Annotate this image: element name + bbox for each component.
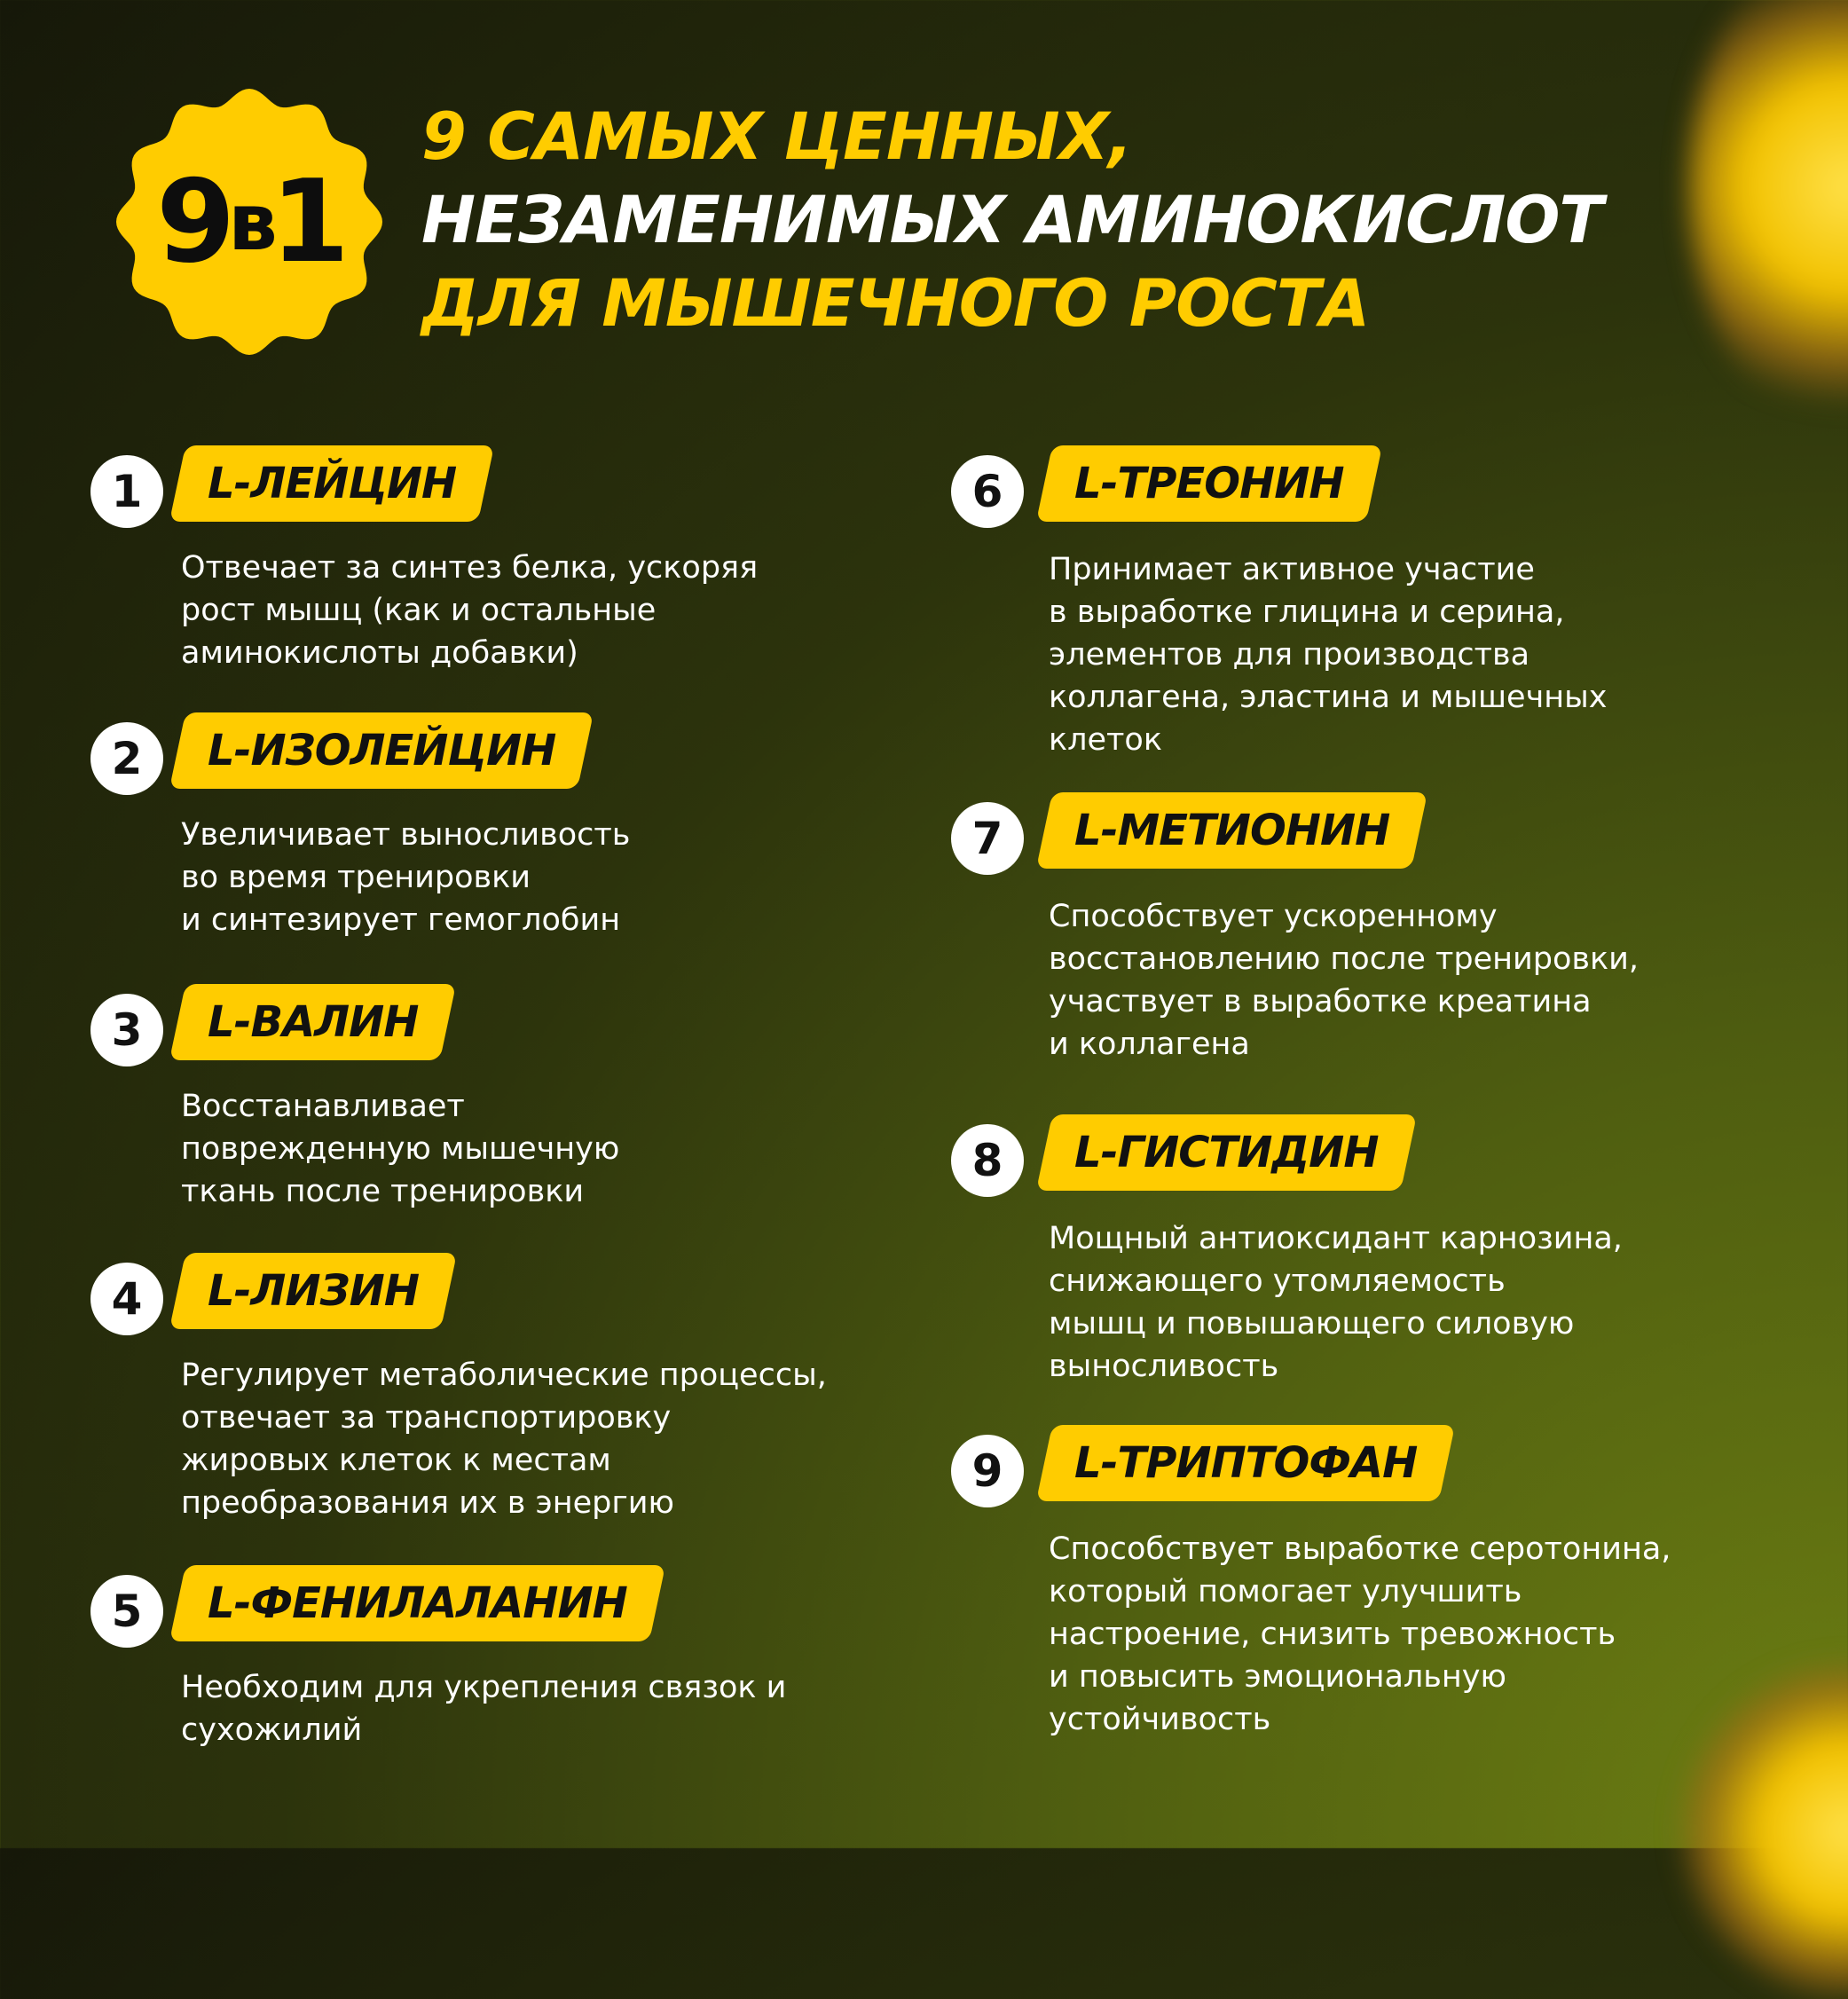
item-name: L-МЕТИОНИН — [1074, 806, 1390, 855]
item-description — [181, 1085, 962, 1213]
headline-line-3: ДЛЯ МЫШЕЧНОГО РОСТА — [421, 266, 1370, 342]
item-name-pill — [1036, 1114, 1417, 1191]
item-name-pill — [169, 984, 457, 1060]
item-name: L-ТРЕОНИН — [1074, 459, 1344, 508]
item-number: 9 — [951, 1435, 1024, 1507]
item-number: 1 — [90, 455, 163, 528]
item-number: 6 — [951, 455, 1024, 528]
item-name: L-ЛИЗИН — [208, 1266, 419, 1316]
desc-line: и повысить эмоциональную — [1049, 1659, 1506, 1695]
item-description — [181, 814, 962, 941]
desc-line: Увеличивает выносливость — [181, 817, 631, 853]
item-name: L-ФЕНИЛАЛАНИН — [208, 1578, 627, 1628]
desc-line: преобразования их в энергию — [181, 1485, 674, 1521]
desc-line: рост мышц (как и остальные — [181, 593, 657, 628]
item-name: L-ГИСТИДИН — [1074, 1128, 1379, 1177]
badge-digit-9: 9 — [156, 155, 229, 288]
item-name-pill — [1036, 445, 1382, 522]
item-name-pill — [1036, 1425, 1456, 1501]
desc-line: участвует в выработке креатина — [1049, 984, 1592, 1019]
desc-line: выносливость — [1049, 1349, 1279, 1384]
item-description — [181, 547, 962, 674]
desc-line: который помогает улучшить — [1049, 1574, 1522, 1609]
item-number: 2 — [90, 722, 163, 795]
item-name: L-ТРИПТОФАН — [1074, 1438, 1418, 1488]
item-number: 5 — [90, 1575, 163, 1648]
desc-line: во время тренировки — [181, 860, 531, 895]
item-name: L-ВАЛИН — [208, 997, 419, 1047]
item-name-pill — [169, 712, 594, 789]
desc-line: ткань после тренировки — [181, 1174, 585, 1209]
desc-line: Восстанавливает — [181, 1089, 465, 1124]
item-description — [181, 1666, 962, 1751]
desc-line: отвечает за транспортировку — [181, 1400, 672, 1436]
badge-letter-v: в — [228, 176, 271, 268]
desc-line: Необходим для укрепления связок и — [181, 1670, 787, 1705]
item-description — [1049, 895, 1829, 1066]
desc-line: Принимает активное участие — [1049, 552, 1535, 587]
desc-line: Мощный антиоксидант карнозина, — [1049, 1221, 1623, 1256]
item-name-pill — [169, 445, 494, 522]
item-number: 7 — [951, 802, 1024, 875]
9-in-1-badge — [112, 84, 387, 359]
desc-line: жировых клеток к местам — [181, 1443, 611, 1478]
desc-line: восстановлению после тренировки, — [1049, 941, 1640, 977]
headline — [421, 96, 1602, 346]
desc-line: коллагена, эластина и мышечных — [1049, 680, 1608, 715]
item-name-pill — [1036, 792, 1428, 869]
item-number: 4 — [90, 1263, 163, 1335]
desc-line: Отвечает за синтез белка, ускоряя — [181, 550, 759, 586]
item-description — [1049, 1528, 1829, 1741]
headline-line-2: НЕЗАМЕНИМЫХ АМИНОКИСЛОТ — [421, 183, 1603, 258]
item-name-pill — [169, 1253, 457, 1329]
desc-line: аминокислоты добавки) — [181, 635, 578, 671]
desc-line: Способствует выработке серотонина, — [1049, 1531, 1671, 1567]
desc-line: Способствует ускоренному — [1049, 899, 1498, 934]
item-description — [1049, 548, 1829, 761]
item-number: 3 — [90, 994, 163, 1066]
desc-line: Регулирует метаболические процессы, — [181, 1358, 827, 1393]
badge-digit-1: 1 — [270, 155, 342, 288]
desc-line: мышц и повышающего силовую — [1049, 1306, 1575, 1342]
item-name-pill — [169, 1565, 665, 1641]
decorative-blur-top — [1688, 0, 1848, 435]
desc-line: сухожилий — [181, 1712, 363, 1748]
desc-line: настроение, снизить тревожность — [1049, 1617, 1616, 1652]
headline-line-1: 9 САМЫХ ЦЕННЫХ, — [421, 99, 1132, 175]
item-description — [1049, 1217, 1829, 1388]
desc-line: поврежденную мышечную — [181, 1131, 620, 1167]
badge-text — [112, 84, 387, 359]
desc-line: и коллагена — [1049, 1027, 1250, 1062]
desc-line: и синтезирует гемоглобин — [181, 902, 621, 938]
item-name: L-ИЗОЛЕЙЦИН — [208, 726, 556, 775]
desc-line: элементов для производства — [1049, 637, 1530, 673]
desc-line: снижающего утомляемость — [1049, 1263, 1506, 1299]
desc-line: устойчивость — [1049, 1702, 1271, 1737]
item-description — [181, 1354, 962, 1524]
item-name: L-ЛЕЙЦИН — [208, 459, 457, 508]
desc-line: в выработке глицина и серина, — [1049, 594, 1565, 630]
desc-line: клеток — [1049, 722, 1162, 758]
item-number: 8 — [951, 1124, 1024, 1197]
